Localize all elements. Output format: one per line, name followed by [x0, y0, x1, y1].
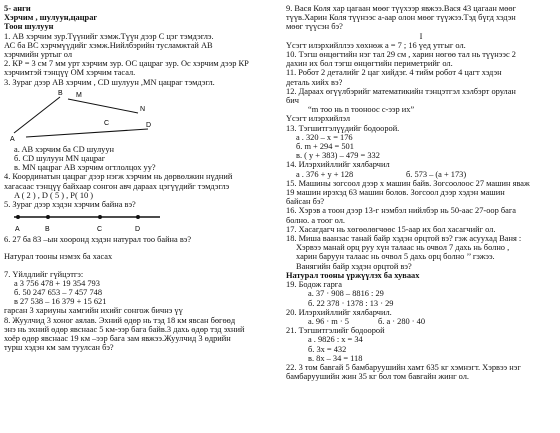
task-17: 17. Хасагдагч нь хөгөөлөгчөөс 15-аар их бол хасагчийг ол. — [286, 224, 496, 234]
point-c-label: C — [104, 119, 110, 127]
task-20-a: а. 96 · m · 5 — [308, 316, 349, 326]
right-column — [286, 4, 556, 381]
section-title: Тоон шулуун — [4, 22, 54, 32]
task-20: 20. Илэрхийллийг хялбарчил. — [286, 307, 392, 317]
task-13: 13. Тэгшитгэлүүдийг бодоорой. — [286, 123, 400, 133]
task-19-a: а. 37 · 908 – 8816 : 29 — [308, 289, 384, 299]
task-9-line-2: түүв.Харин Коля түүнээс а-аар олон мөөг түүжээ.Тэд бүгд хэдэн — [286, 13, 516, 23]
task-14-b: б. 573 – (a + 173) — [406, 169, 467, 179]
task-12-quote: “m тоо нь n тооноос с-ээр их” — [308, 105, 415, 115]
task-8-line-4: турш хэдэн км зам туулсан бэ? — [4, 343, 114, 353]
task-2: 2. КР = 3 см 7 мм урт хэрчим зур. ОС цацраг зур. Ос хэрчим дээр КР — [4, 59, 249, 69]
task-4-points: A ( 2 ) , D ( 5 ) , P( 10 ) — [14, 190, 94, 200]
topic-title: Хэрчим , шулуун,цацраг — [4, 13, 98, 23]
task-12-line-4: Үсэгт илэрхийлэл — [286, 114, 351, 124]
task-15-line-3: байсан бэ? — [286, 197, 325, 207]
task-4-line-2: хагасаас тэнцүү байхаар сонгон авч дараах цэгүүдийг тэмдэглэ — [4, 181, 230, 191]
task-19: 19. Бодож гарга — [286, 280, 342, 290]
point-b-label: B — [58, 89, 63, 97]
task-10: 10. Тэгш өнцөгтийн нэг тал 29 см , харин нөгөө тал нь түүнээс 2 — [286, 50, 516, 60]
task-9-line-3: мөөг түүсэн бэ? — [286, 22, 343, 32]
seg-label-a: A — [15, 226, 20, 234]
segment-figure — [10, 209, 170, 235]
task-22: 22. 3 том бавгай 5 бамбаруушийн хамт 635 кг хэмнэгт. Хэрвээ нэг — [286, 362, 521, 372]
task-8: 8. Жуулчид 3 хоног аялав. Эхний өдөр нь тэд 18 км явсан бөгөөд — [4, 315, 236, 325]
task-20-row — [286, 317, 556, 326]
task-21-b: б. 3x = 432 — [308, 344, 347, 354]
task-2-line-2: хэрчимтэй тэнцүү ОМ хэрчим тасал. — [4, 68, 136, 78]
task-7: 7. Үйлдлийг гүйцэтгэ: — [4, 269, 84, 279]
task-16: 16. Хэрэв a тоон дээр 13-г нэмбэл нийлбэр нь 50-аас 27-оор бага — [286, 206, 516, 216]
task-8-line-2: энэ нь эхний өдөр явснаас 5 км-ээр бага байв.3 дахь өдөр тэд эхний — [4, 324, 245, 334]
task-3: 3. Зураг дээр АВ хэрчим , CD шулуун ,MN цацраг тэмдэгл. — [4, 77, 215, 87]
task-14: 14. Илэрхийллийг хялбарчил — [286, 160, 390, 170]
task-1-line-2: АС ба ВС хэрчмүүдийг хэмж.Нийлбэрийн тусламжтай АВ — [4, 40, 213, 50]
task-15: 15. Машины зогсоол дээр x машин байв. Зогсоолоос 27 машин яваж — [286, 178, 530, 188]
task-21-a: а . 9826 : x = 34 — [308, 335, 363, 345]
task-5: 5. Зураг дээр хэдэн хэрчим байна вэ? — [4, 200, 136, 210]
point-m-label: M — [76, 91, 82, 99]
task-10-line-2: дахин их бол тэгш өнцөгтийн периметрийг ол. — [286, 59, 453, 69]
task-18-line-4: Ванягийн байр хэдэн орцтой вэ? — [296, 261, 412, 271]
lines-figure — [8, 87, 168, 145]
task-13-v: в. ( y + 383) – 479 = 332 — [296, 151, 380, 161]
option-b: б. CD шулуун MN цацраг — [14, 154, 106, 164]
subsection-title: Натурал тооны нэмэх ба хасах — [4, 252, 113, 262]
section-2-title: Натурал тооны үржүүлэх ба хуваах — [286, 270, 420, 280]
task-1-line-3: хэрчмийн уртыг ол — [4, 50, 73, 60]
option-a: a. AB хэрчим ба CD шулуун — [14, 144, 115, 154]
task-14-a: а . 376 + y + 128 — [296, 169, 354, 179]
task-14-row — [286, 170, 556, 179]
task-13-a: а . 320 – x = 176 — [296, 132, 353, 142]
task-13-b: б. m + 294 = 501 — [296, 142, 354, 152]
task-7-note: гарсан 3 хариуны хамгийн ихийг сонгож бичнэ үү — [4, 306, 183, 316]
left-column — [4, 4, 278, 352]
task-6: 6. 27 ба 83 –ын хооронд хэдэн натурал тоо байна вэ? — [4, 235, 192, 245]
task-1: 1. АВ хэрчим зур.Түүнийг хэмж.Түүн дээр С цэг тэмдэглэ. — [4, 31, 214, 41]
task-21-v: в. 8x – 34 = 118 — [308, 353, 363, 363]
grade-label: 5- анги — [4, 4, 31, 13]
task-7-v: в 27 538 – 16 379 + 15 621 — [14, 297, 107, 307]
seg-label-c: C — [97, 226, 103, 234]
task-7-b: б. 50 247 653 – 7 457 748 — [14, 288, 103, 298]
task-8-line-3: хоёр өдөр явснаас 19 км –ээр бага зам явжээ.Жуулчид 3 өдрийн — [4, 334, 231, 344]
task-7-a: а 3 756 478 + 19 354 793 — [14, 278, 100, 288]
task-21: 21. Тэгшитгэлийг бодоорой — [286, 326, 385, 336]
point-n-label: N — [140, 105, 146, 113]
task-9: 9. Вася Коля хар цагаан мөөг түүхээр явжээ.Вася 43 цагаан мөөг — [286, 4, 517, 13]
seg-label-d: D — [135, 226, 141, 234]
task-18: 18. Миша ваанзас танай байр хэдэн орцтой вэ? гэж асуухад Ваня : — [286, 234, 522, 244]
task-4: 4. Координатын цацраг дээр нэгж хэрчим нь дөрвөлжин нүдний — [4, 172, 233, 182]
task-12-line-2: бич — [286, 96, 299, 106]
task-20-b: б. a · 280 · 40 — [378, 316, 426, 326]
task-11: 11. Робот 2 деталийг 2 цаг хийдэг. 4 тийм робот 4 цагт хэдэн — [286, 68, 502, 78]
option-v: в. MN цацраг АВ хэрчим огтлолцох уу? — [14, 163, 156, 173]
task-11-line-2: деталь хийх вэ? — [286, 77, 343, 87]
task-12: 12. Дараах өгүүлбэрийг математикийн тэнцэтгэл хэлбэрт орулан — [286, 86, 516, 96]
task-19-b: б. 22 378 · 1378 : 13 · 29 — [308, 298, 394, 308]
point-d-label: D — [146, 121, 152, 129]
expression-task: Үсэгт илэрхийллээ хөхнөж a = 7 ; 16 үед утгыг ол. — [286, 40, 466, 50]
point-a-label: A — [10, 135, 15, 143]
task-15-line-2: 19 машин ирэхэд 63 машин болов. Зогсоол дээр хэдэн машин — [286, 188, 505, 198]
task-18-line-2: Хэрвээ манай орц руу хүн талаас нь очвол 7 дахь нь болно , — [296, 243, 510, 253]
task-22-line-2: бамбаруушийн жин 35 кг бол том бавгайн жинг ол. — [286, 372, 469, 382]
seg-label-b: B — [45, 226, 50, 234]
task-16-line-2: болно. a тоог ол. — [286, 215, 345, 225]
task-18-line-3: харин баруун талаас нь очвол 5 дахь орц болно ’’ гэжээ. — [296, 252, 495, 262]
separator-mark: I — [419, 31, 423, 41]
